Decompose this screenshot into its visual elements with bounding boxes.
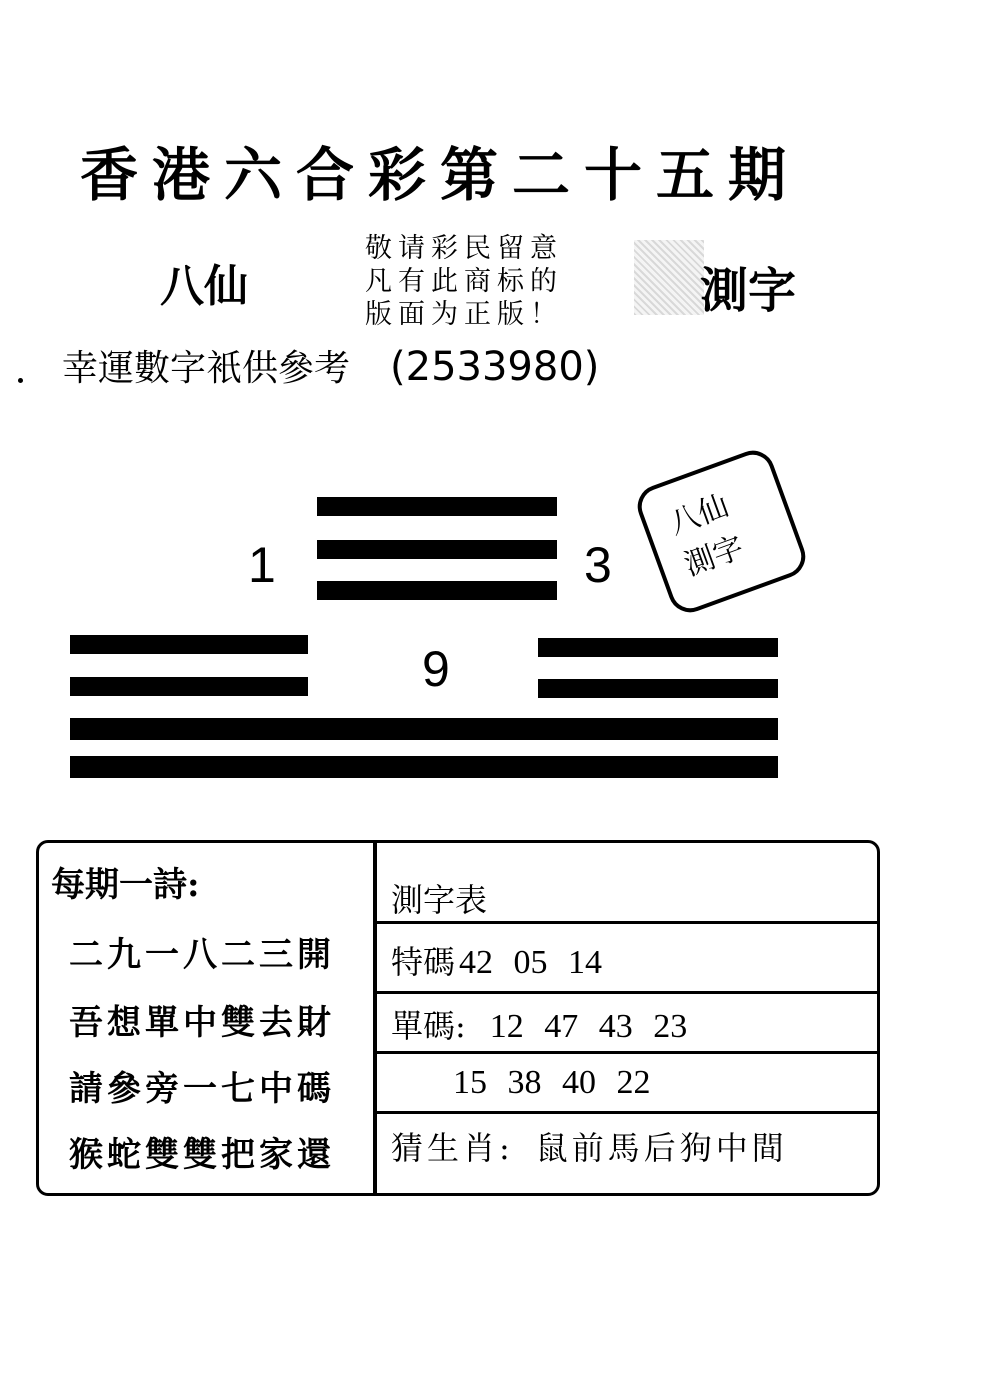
poem-line: 請參旁一七中碼 (69, 1069, 335, 1109)
poem-line: 吾想單中雙去財 (69, 1003, 335, 1043)
brand-stamp (632, 445, 812, 619)
stamp-line: 測字 (679, 529, 749, 584)
bottom-bar (70, 718, 778, 740)
brand-name: 八仙 (160, 261, 248, 312)
stamp-line: 八仙 (664, 488, 734, 542)
trademark-smudge (634, 240, 704, 315)
digit-right: 3 (584, 537, 612, 593)
top-bar (317, 497, 557, 516)
zodiac-label: 猜生肖: (391, 1129, 514, 1167)
lucky-code: (2533980) (390, 344, 600, 390)
single-code-row-2 (449, 1063, 651, 1102)
table-rule (377, 921, 877, 924)
zodiac-value: 鼠前馬后狗中間 (535, 1129, 788, 1167)
table-rule (377, 1111, 877, 1114)
table-rule (377, 1051, 877, 1054)
notice-line: 敬请彩民留意 (365, 233, 563, 264)
digit-left: 1 (248, 537, 276, 593)
lucky-numbers-line (62, 340, 599, 391)
poem-line: 猴蛇雙雙把家還 (69, 1135, 335, 1175)
cezi-label: 測字 (700, 263, 797, 319)
bottom-bar (70, 756, 778, 778)
left-bar (70, 635, 308, 654)
page-title: 香港六合彩第二十五期 (80, 141, 801, 209)
left-bar (70, 677, 308, 696)
notice-line: 版面为正版！ (365, 299, 563, 330)
top-bar (317, 581, 557, 600)
special-label: 特碼 (391, 943, 456, 981)
top-bar (317, 540, 557, 559)
zodiac-row (391, 1123, 788, 1169)
single-numbers: 15 38 40 22 (453, 1064, 651, 1101)
panel-divider (373, 843, 377, 1193)
special-numbers: 42 05 14 (459, 944, 603, 981)
right-bar (538, 638, 778, 657)
info-panel (36, 840, 880, 1196)
single-label: 單碼: (391, 1007, 466, 1045)
poem-line: 二九一八二三開 (69, 935, 335, 975)
digit-center: 9 (422, 641, 450, 697)
ink-dot (18, 378, 23, 383)
table-rule (377, 991, 877, 994)
authenticity-notice (365, 232, 563, 331)
notice-line: 凡有此商标的 (365, 266, 563, 297)
single-numbers: 12 47 43 23 (489, 1008, 688, 1045)
right-bar (538, 679, 778, 698)
lucky-text: 幸運數字衹供參考 (62, 348, 351, 389)
single-code-row (391, 1001, 687, 1047)
special-code-row (391, 937, 602, 983)
table-title: 測字表 (391, 881, 488, 919)
poem-title: 每期一詩: (51, 865, 200, 905)
